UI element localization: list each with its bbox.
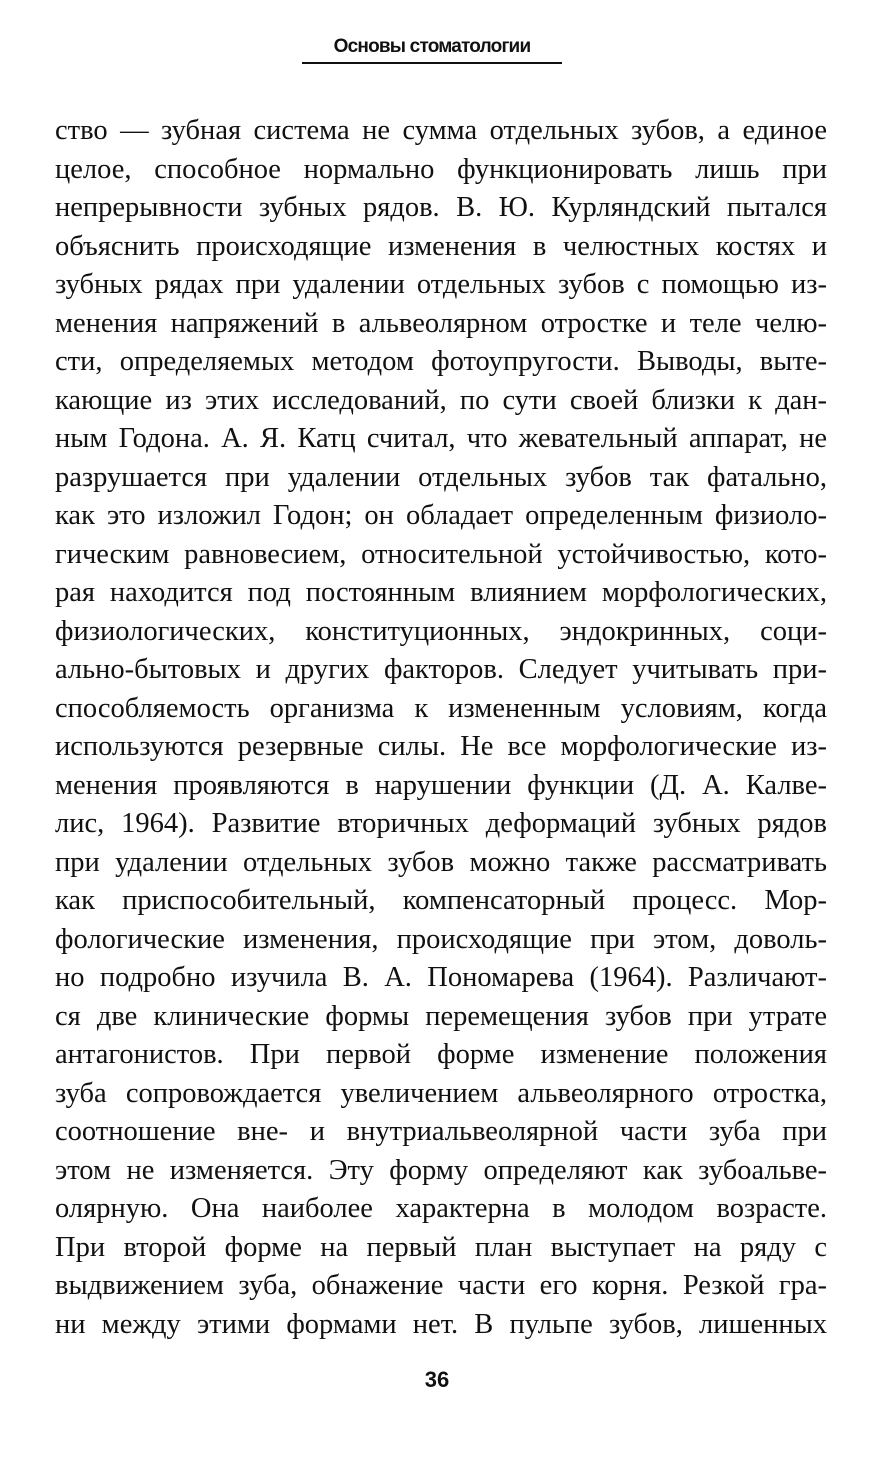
text-line: При второй форме на первый план выступает на ряду с — [55, 1231, 827, 1263]
text-line: рая находится под постоянным влиянием морфологических, — [55, 577, 827, 608]
text-line: олярную. Она наиболее характерна в молодом возрасте. — [55, 1193, 827, 1224]
text-line: выдвижением зуба, обнажение части его корня. Резкой гра- — [55, 1270, 827, 1301]
text-line: кающие из этих исследований, по сути своей близки к дан- — [55, 384, 827, 416]
text-line: непрерывности зубных рядов. В. Ю. Курляндский пытался — [55, 192, 827, 223]
text-line: лис, 1964). Развитие вторичных деформаций зубных рядов — [55, 808, 827, 839]
text-line: ся две клинические формы перемещения зубов при утрате — [55, 1000, 827, 1032]
text-line: соотношение вне- и внутриальвеолярной части зуба при — [55, 1116, 827, 1147]
text-line: объяснить происходящие изменения в челюстных костях и — [55, 230, 827, 262]
text-line: менения проявляются в нарушении функции (Д. А. Калве- — [55, 769, 827, 801]
text-line: физиологических, конституционных, эндокринных, соци- — [55, 615, 827, 647]
text-line: гическим равновесием, относительной устойчивостью, кото- — [55, 538, 827, 570]
header-underline — [302, 62, 562, 64]
text-line: ни между этими формами нет. В пульпе зубов, лишенных — [55, 1308, 827, 1340]
page-number: 36 — [424, 1367, 450, 1392]
body-text — [55, 112, 827, 1344]
text-line: как приспособительный, компенсаторный процесс. Мор- — [55, 885, 827, 916]
text-line: но подробно изучила В. А. Пономарева (1964). Различают- — [55, 962, 827, 993]
text-line: при удалении отдельных зубов можно также рассматривать — [55, 846, 827, 878]
text-line: зуба сопровождается увеличением альвеолярного отростка, — [55, 1077, 827, 1109]
text-line: как это изложил Годон; он обладает определенным физиоло- — [55, 500, 827, 531]
text-line: разрушается при удалении отдельных зубов так фатально, — [55, 461, 827, 493]
text-line: антагонистов. При первой форме изменение положения — [55, 1039, 827, 1070]
text-line: сти, определяемых методом фотоупругости. Выводы, выте- — [55, 346, 827, 377]
text-line: ным Годона. А. Я. Катц считал, что жевательный аппарат, не — [55, 423, 827, 454]
text-line: ально-бытовых и других факторов. Следует учитывать при- — [55, 654, 827, 685]
text-line: способляемость организма к измененным условиям, когда — [55, 692, 827, 724]
text-line: целое, способное нормально функционировать лишь при — [55, 153, 827, 185]
text-line: фологические изменения, происходящие при этом, доволь- — [55, 923, 827, 955]
text-line: менения напряжений в альвеолярном отростке и теле челю- — [55, 307, 827, 339]
text-line: используются резервные силы. Не все морфологические из- — [55, 731, 827, 762]
text-line: этом не изменяется. Эту форму определяют как зубоальве- — [55, 1154, 827, 1186]
text-line: зубных рядах при удалении отдельных зубов с помощью из- — [55, 269, 827, 300]
text-line: ство — зубная система не сумма отдельных зубов, а единое — [55, 115, 827, 146]
running-header: Основы стоматологии — [333, 36, 531, 57]
